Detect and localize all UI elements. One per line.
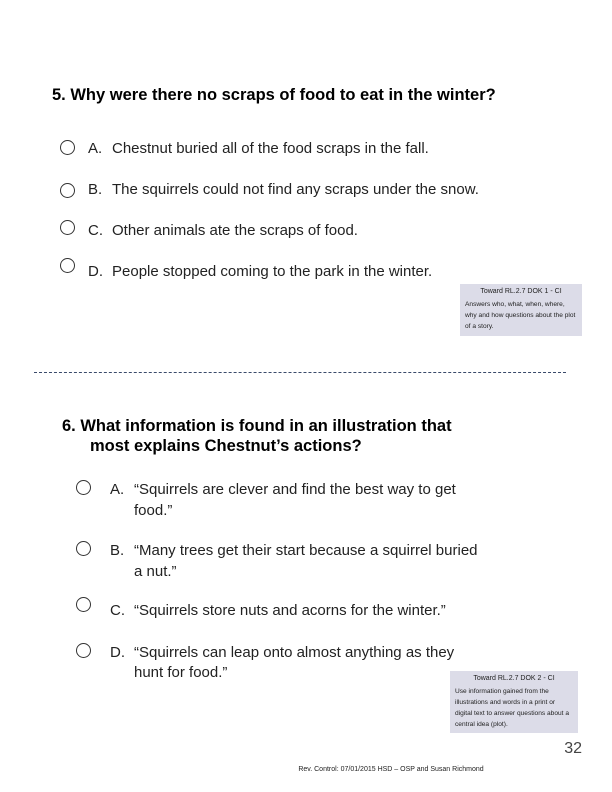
option-text: “Squirrels store nuts and acorns for the winter.” — [134, 602, 446, 619]
q5-option-b-radio[interactable] — [60, 183, 75, 198]
option-text: “Squirrels can leap onto almost anything as they — [134, 644, 455, 661]
q5-option-c-radio[interactable] — [60, 220, 75, 235]
standard-tag: Toward RL.2.7 DOK 2 - CI — [473, 675, 555, 682]
option-text-continued: food.” — [134, 502, 173, 519]
option-letter: A. — [110, 481, 125, 498]
option-letter: B. — [88, 181, 103, 198]
standard-tag: Toward RL.2.7 DOK 1 - CI — [480, 288, 562, 295]
option-text: Other animals ate the scraps of food. — [112, 222, 358, 239]
standard-description: Use information gained from the illustrations and words in a print or digital text to answer questions about a central idea (plot). — [455, 688, 569, 728]
option-text: People stopped coming to the park in the winter. — [112, 263, 433, 280]
option-letter: A. — [88, 140, 103, 157]
question-6-title-line1: 6. What information is found in an illustration that — [62, 417, 452, 435]
q6-option-a-radio[interactable] — [76, 480, 91, 495]
q6-option-c-radio[interactable] — [76, 597, 91, 612]
option-text: “Many trees get their start because a squirrel buried — [134, 542, 478, 559]
footer-revision: Rev. Control: 07/01/2015 HSD – OSP and Susan Richmond — [298, 766, 484, 773]
question-6-title — [62, 416, 452, 456]
option-text: The squirrels could not find any scraps under the snow. — [112, 181, 479, 198]
q5-option-a-radio[interactable] — [60, 140, 75, 155]
option-letter: C. — [110, 602, 125, 619]
option-letter: D. — [88, 263, 103, 280]
q6-option-d-radio[interactable] — [76, 643, 91, 658]
option-letter: B. — [110, 542, 125, 559]
option-text: “Squirrels are clever and find the best way to get — [134, 481, 456, 498]
question-6-title-line2: most explains Chestnut’s actions? — [90, 437, 362, 455]
q6-option-b-radio[interactable] — [76, 541, 91, 556]
option-letter: D. — [110, 644, 125, 661]
option-text-continued: hunt for food.” — [134, 664, 228, 681]
q6-standard-box — [450, 671, 578, 733]
option-text-continued: a nut.” — [134, 563, 177, 580]
section-divider — [34, 372, 566, 373]
question-5-title: 5. Why were there no scraps of food to eat in the winter? — [52, 86, 496, 104]
option-letter: C. — [88, 222, 103, 239]
option-text: Chestnut buried all of the food scraps in the fall. — [112, 140, 429, 157]
standard-description: Answers who, what, when, where, why and how questions about the plot of a story. — [465, 301, 576, 330]
q5-standard-box — [460, 284, 582, 336]
q5-option-d-radio[interactable] — [60, 258, 75, 273]
page-number: 32 — [564, 740, 582, 757]
